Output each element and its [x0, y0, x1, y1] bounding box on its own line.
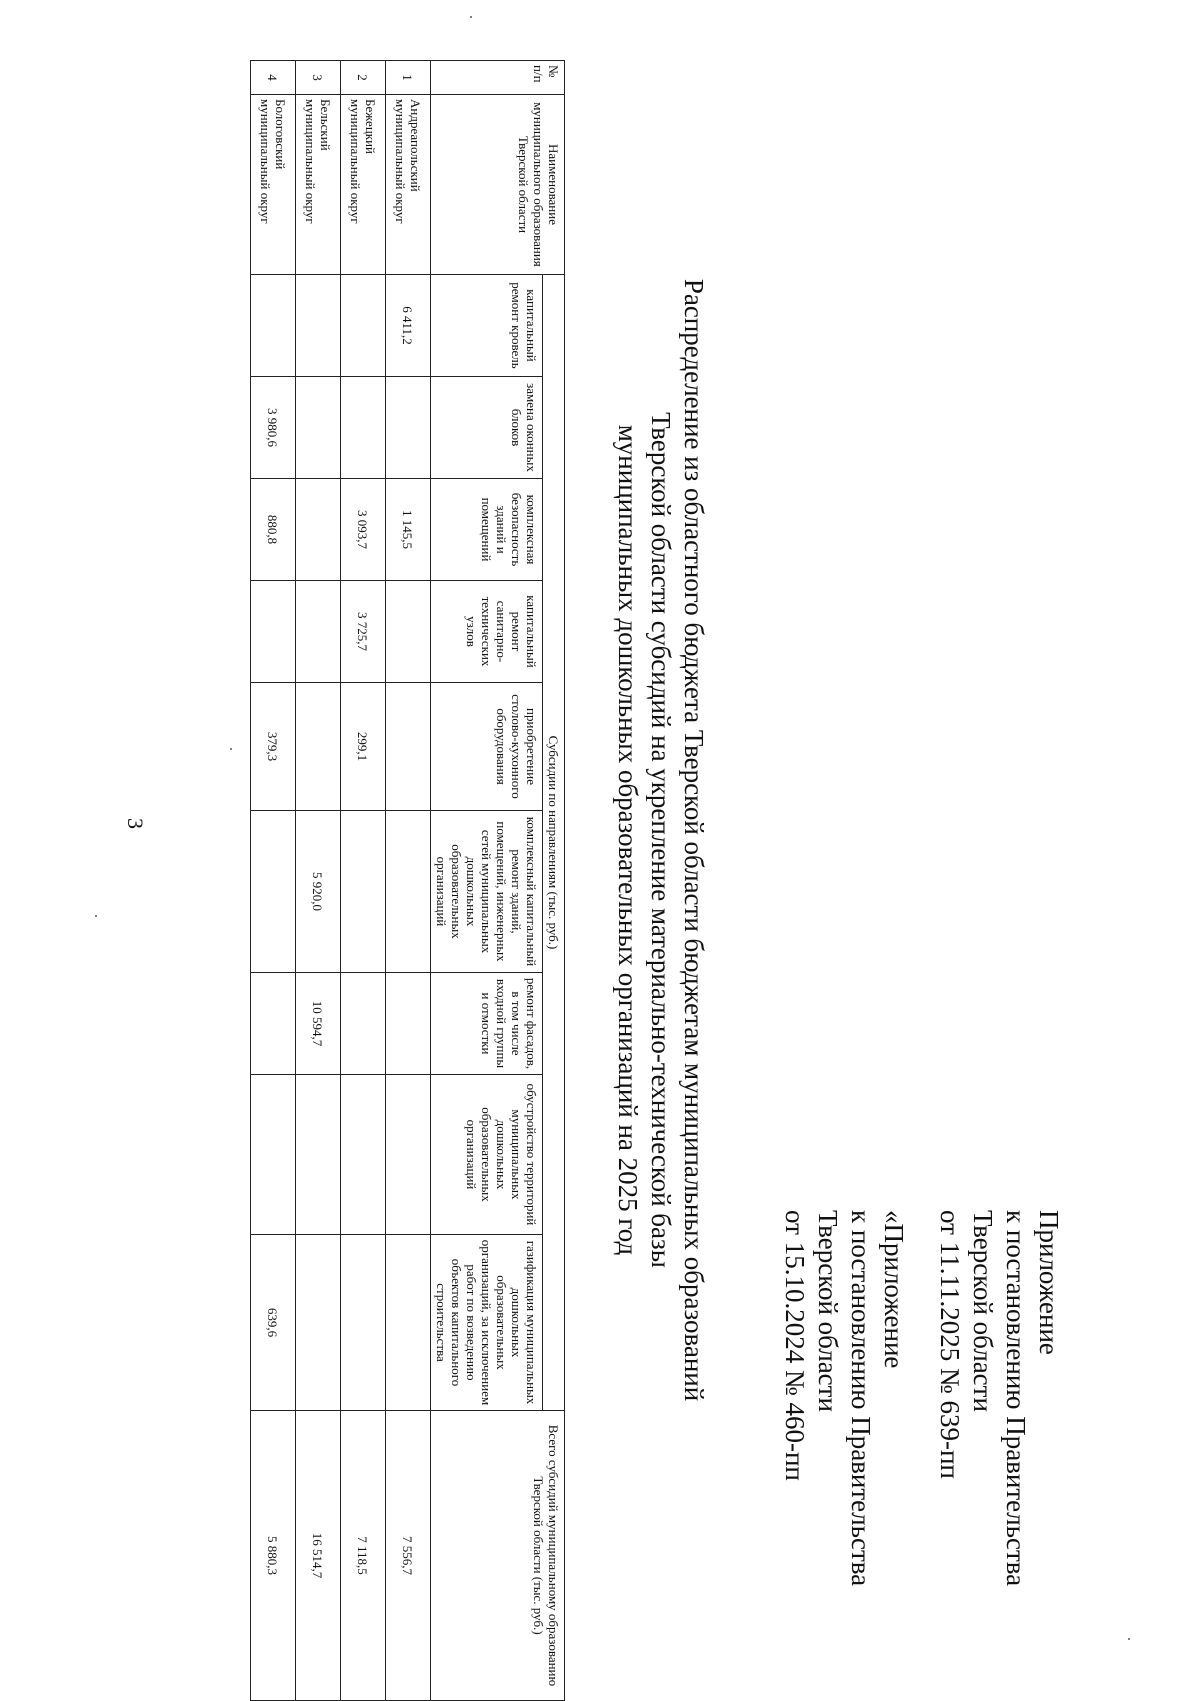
table-row: [251, 61, 296, 1701]
cell-value: [341, 973, 386, 1075]
table-row: [386, 61, 431, 1701]
cell-value: [386, 1235, 431, 1411]
appendix-previous-line: к постановлению Правительства: [846, 1210, 876, 1587]
appendix-previous-line: от 15.10.2024 № 460-пп: [780, 1210, 810, 1481]
row-municipality: [341, 95, 386, 275]
row-number: 2: [341, 61, 386, 95]
cell-value: [296, 479, 341, 581]
cell-value: [341, 377, 386, 479]
cell-value: [341, 1075, 386, 1235]
header-window-replacement: замена оконных блоков: [431, 377, 543, 479]
cell-value: 3 093,7: [341, 479, 386, 581]
header-total: Всего субсидий муниципальному образованию Тверской области (тыс. руб.): [431, 1411, 565, 1701]
appendix-current-line: Приложение: [1034, 1210, 1064, 1355]
title-line: Тверской области субсидий на укрепление материально-технической базы: [646, 412, 676, 1268]
header-roof-repair: капитальный ремонт кровель: [431, 275, 543, 377]
municipality-name: Андреапольский: [408, 99, 423, 192]
header-territory-improvement: обустройство территорий муниципальных дошкольных образовательных организаций: [431, 1075, 543, 1235]
header-complex-safety: комплексная безопасность зданий и помещений: [431, 479, 543, 581]
cell-value: [251, 973, 296, 1075]
cell-value: [296, 683, 341, 811]
cell-total: 7 118,5: [341, 1411, 386, 1701]
appendix-previous-line: Тверской области: [813, 1210, 843, 1412]
cell-value: 5 920,0: [296, 811, 341, 973]
row-municipality: [296, 95, 341, 275]
cell-value: 880,8: [251, 479, 296, 581]
cell-value: [341, 275, 386, 377]
appendix-current-line: от 11.11.2025 № 639-пп: [935, 1210, 965, 1479]
header-subsidy-group: Субсидии по направлениям (тыс. руб.): [543, 275, 565, 1411]
municipality-type: муниципальный округ: [393, 99, 408, 224]
cell-value: 6 411,2: [386, 275, 431, 377]
appendix-current-line: к постановлению Правительства: [1001, 1210, 1031, 1587]
table-row: [341, 61, 386, 1701]
cell-value: [341, 811, 386, 973]
cell-value: [296, 275, 341, 377]
cell-value: 1 145,5: [386, 479, 431, 581]
cell-value: 3 725,7: [341, 581, 386, 683]
cell-value: [296, 581, 341, 683]
cell-value: 639,6: [251, 1235, 296, 1411]
municipality-type: муниципальный округ: [348, 99, 363, 224]
rotated-page-content: [60, 60, 1120, 1687]
row-number: 3: [296, 61, 341, 95]
row-number: 1: [386, 61, 431, 95]
cell-value: [251, 1075, 296, 1235]
page-number: 3: [123, 818, 148, 829]
header-facade-repair: ремонт фасадов, в том числе входной группы и отмостки: [431, 973, 543, 1075]
title-line: Распределение из областного бюджета Тверской области бюджетам муниципальных образований: [679, 278, 709, 1402]
header-row-1: [543, 61, 565, 1701]
cell-value: [251, 811, 296, 973]
cell-value: [386, 811, 431, 973]
municipality-name: Бологовский: [273, 99, 288, 170]
cell-value: 299,1: [341, 683, 386, 811]
cell-value: [296, 1235, 341, 1411]
row-municipality: [251, 95, 296, 275]
header-number: № п/п: [431, 61, 565, 95]
header-kitchen-equipment: приобретение столово-кухонного оборудования: [431, 683, 543, 811]
cell-total: 7 556,7: [386, 1411, 431, 1701]
municipality-type: муниципальный округ: [303, 99, 318, 224]
subsidy-table: [250, 60, 565, 1701]
appendix-current: [933, 1210, 1065, 1630]
title-line: муниципальных дошкольных образовательных организаций на 2025 год: [613, 424, 643, 1256]
cell-total: 16 514,7: [296, 1411, 341, 1701]
cell-value: [296, 1075, 341, 1235]
municipality-name: Бельский: [318, 99, 333, 151]
appendix-previous-line: «Приложение: [879, 1210, 909, 1369]
cell-value: [296, 377, 341, 479]
header-municipality: Наименование муниципального образования Тверской области: [431, 95, 565, 275]
cell-value: [341, 1235, 386, 1411]
row-number: 4: [251, 61, 296, 95]
cell-value: [386, 683, 431, 811]
appendix-current-line: Тверской области: [968, 1210, 998, 1412]
cell-value: 3 980,6: [251, 377, 296, 479]
cell-value: 379,3: [251, 683, 296, 811]
document-title: [611, 60, 710, 1620]
header-gasification: газификация муниципальных дошкольных образовательных организаций, за исключением работ по возведению объектов капитального строительства: [431, 1235, 543, 1411]
cell-total: 5 880,3: [251, 1411, 296, 1701]
municipality-name: Бежецкий: [363, 99, 378, 155]
header-sanitary-repair: капитальный ремонт санитарно-технических узлов: [431, 581, 543, 683]
header-complex-capital-repair: комплексный капитальный ремонт зданий, помещений, инженерных сетей муниципальных дошкольных образовательных организаций: [431, 811, 543, 973]
cell-value: [386, 1075, 431, 1235]
municipality-type: муниципальный округ: [258, 99, 273, 224]
cell-value: 10 594,7: [296, 973, 341, 1075]
row-municipality: [386, 95, 431, 275]
cell-value: [386, 581, 431, 683]
cell-value: [251, 275, 296, 377]
appendix-previous: [778, 1210, 910, 1630]
table-row: [296, 61, 341, 1701]
cell-value: [251, 581, 296, 683]
cell-value: [386, 377, 431, 479]
cell-value: [386, 973, 431, 1075]
